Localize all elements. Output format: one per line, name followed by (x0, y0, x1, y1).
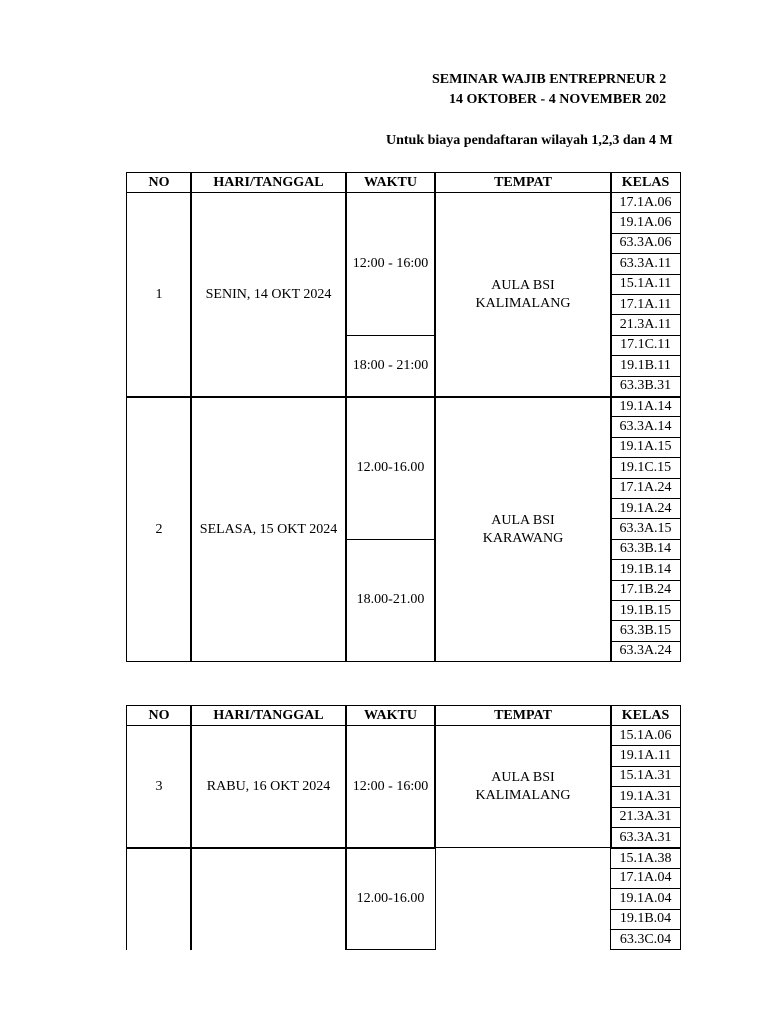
class-cell: 21.3A.31 (610, 807, 681, 828)
header-waktu: WAKTU (345, 172, 436, 193)
class-cell: 19.1A.04 (610, 888, 681, 909)
class-cell: 19.1C.15 (610, 457, 681, 478)
class-cell: 63.3A.15 (610, 518, 681, 539)
row-time: 12.00-16.00 (345, 847, 436, 950)
row-date (190, 847, 347, 950)
class-cell: 17.1A.11 (610, 294, 681, 315)
class-cell: 15.1A.38 (610, 847, 681, 868)
title-line-3: Untuk biaya pendaftaran wilayah 1,2,3 dan 4 M (386, 133, 673, 148)
header-waktu: WAKTU (345, 705, 436, 726)
row-date: SENIN, 14 OKT 2024 (190, 192, 347, 397)
class-cell: 19.1A.14 (610, 396, 681, 417)
header-hari: HARI/TANGGAL (190, 705, 347, 726)
class-cell: 63.3A.11 (610, 253, 681, 274)
class-cell: 19.1A.31 (610, 786, 681, 807)
class-cell: 17.1B.24 (610, 580, 681, 601)
row-time: 12:00 - 16:00 (345, 725, 436, 848)
class-cell: 15.1A.06 (610, 725, 681, 746)
header-no: NO (126, 705, 192, 726)
class-cell: 63.3A.31 (610, 827, 681, 848)
header-kelas: KELAS (610, 172, 681, 193)
header-no: NO (126, 172, 192, 193)
class-cell: 15.1A.31 (610, 766, 681, 787)
row-time: 12.00-16.00 (345, 396, 436, 540)
class-cell: 17.1A.04 (610, 868, 681, 889)
row-date: RABU, 16 OKT 2024 (190, 725, 347, 848)
class-cell: 63.3B.31 (610, 376, 681, 397)
row-no: 3 (126, 725, 192, 848)
class-cell: 63.3A.24 (610, 641, 681, 662)
class-cell: 15.1A.11 (610, 274, 681, 295)
class-cell: 19.1A.24 (610, 498, 681, 519)
row-date: SELASA, 15 OKT 2024 (190, 396, 347, 662)
class-cell: 19.1B.11 (610, 355, 681, 376)
row-no: 1 (126, 192, 192, 397)
class-cell: 21.3A.11 (610, 314, 681, 335)
header-tempat: TEMPAT (434, 705, 612, 726)
header-tempat: TEMPAT (434, 172, 612, 193)
class-cell: 19.1B.04 (610, 909, 681, 930)
row-no (126, 847, 192, 950)
title-line-1: SEMINAR WAJIB ENTREPRNEUR 2 (432, 72, 667, 87)
row-time: 18.00-21.00 (345, 539, 436, 662)
title-line-2: 14 OKTOBER - 4 NOVEMBER 202 (449, 92, 667, 107)
class-cell: 19.1A.06 (610, 212, 681, 233)
class-cell: 63.3B.14 (610, 539, 681, 560)
row-no: 2 (126, 396, 192, 662)
class-cell: 17.1A.06 (610, 192, 681, 213)
class-cell: 19.1A.15 (610, 437, 681, 458)
row-venue (434, 847, 612, 950)
class-cell: 63.3C.04 (610, 929, 681, 950)
class-cell: 63.3A.06 (610, 233, 681, 254)
class-cell: 19.1B.14 (610, 559, 681, 580)
class-cell: 19.1A.11 (610, 745, 681, 766)
row-venue: AULA BSI KARAWANG (434, 396, 612, 662)
class-cell: 63.3A.14 (610, 416, 681, 437)
class-cell: 17.1A.24 (610, 478, 681, 499)
row-venue: AULA BSI KALIMALANG (434, 725, 612, 848)
class-cell: 17.1C.11 (610, 335, 681, 356)
class-cell: 63.3B.15 (610, 620, 681, 641)
row-venue: AULA BSI KALIMALANG (434, 192, 612, 397)
class-cell: 19.1B.15 (610, 600, 681, 621)
header-kelas: KELAS (610, 705, 681, 726)
row-time: 18:00 - 21:00 (345, 335, 436, 397)
row-time: 12:00 - 16:00 (345, 192, 436, 336)
header-hari: HARI/TANGGAL (190, 172, 347, 193)
